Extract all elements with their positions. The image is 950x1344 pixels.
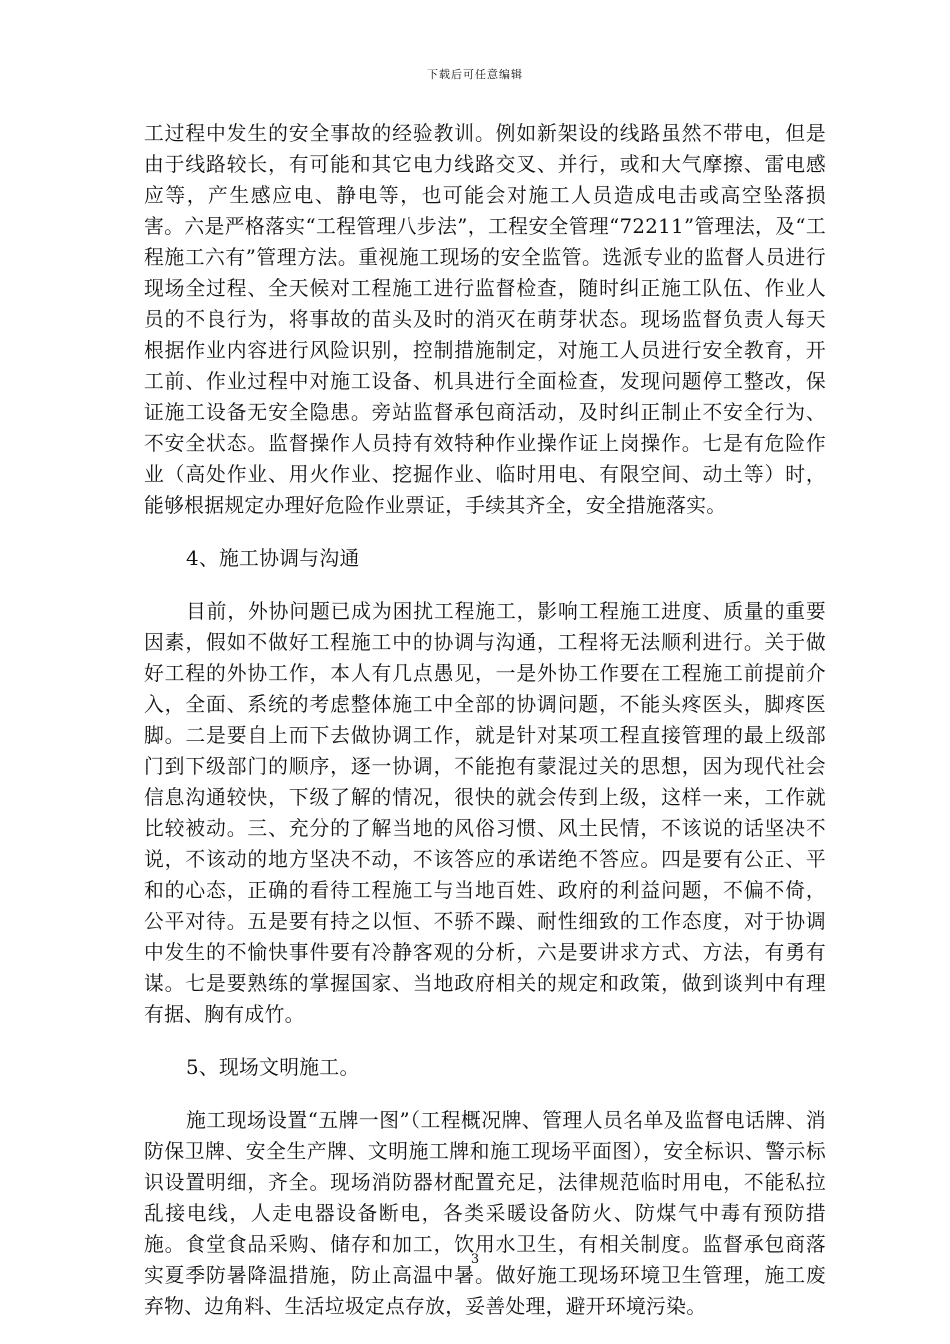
paragraph-safety-continued: 工过程中发生的安全事故的经验教训。例如新架设的线路虽然不带电，但是由于线路较长，有可能和其它电力线路交叉、并行，或和大气摩擦、雷电感应等，产生感应电、静电等，也可能会对施工人员造成电击或高空坠落损害。六是严格落实“工程管理八步法”，工程安全管理“72211”管理法，及“工程施工六有”管理方法。重视施工现场的安全监管。选派专业的监督人员进行现场全过程、全天候对工程施工进行监督检查，随时纠正施工队伍、作业人员的不良行为，将事故的苗头及时的消灭在萌芽状态。现场监督负责人每天根据作业内容进行风险识别，控制措施制定，对施工人员进行安全教育，开工前、作业过程中对施工设备、机具进行全面检查，发现问题停工整改，保证施工设备无安全隐患。旁站监督承包商活动，及时纠正制止不安全行为、不安全状态。监督操作人员持有效特种作业操作证上岗操作。七是有危险作业（高处作业、用火作业、挖掘作业、临时用电、有限空间、动土等）时，能够根据规定办理好危险作业票证，手续其齐全，安全措施落实。 [144, 122, 826, 517]
section-heading-civilized-construction: 5、现场文明施工。 [186, 1056, 360, 1079]
paragraph-civilized-construction: 施工现场设置“五牌一图”（工程概况牌、管理人员名单及监督电话牌、消防保卫牌、安全生产牌、文明施工牌和施工现场平面图），安全标识、警示标识设置明细，齐全。现场消防器材配置充足，法律规范临时用电，不能私拉乱接电线，人走电器设备断电，各类采暖设备防火、防煤气中毒有预防措施。食堂食品采购、储存和加工，饮用水卫生，有相关制度。监督承包商落实夏季防暑降温措施，防止高温中暑。做好施工现场环境卫生管理，施工废弃物、边角料、生活垃圾定点存放，妥善处理，避开环境污染。 [144, 1109, 826, 1318]
section-heading-coordination: 4、施工协调与沟通 [186, 547, 360, 570]
document-body [144, 118, 826, 1322]
spacer [144, 1083, 826, 1105]
spacer [144, 521, 826, 543]
page-header: 下载后可任意编辑 [427, 68, 523, 81]
spacer [144, 574, 826, 596]
spacer [144, 1030, 826, 1052]
page-number: 3 [470, 1252, 480, 1267]
paragraph-coordination: 目前，外协问题已成为困扰工程施工，影响工程施工进度、质量的重要因素，假如不做好工程施工中的协调与沟通，工程将无法顺利进行。关于做好工程的外协工作，本人有几点愚见，一是外协工作要在工程施工前提前介入，全面、系统的考虑整体施工中全部的协调问题，不能头疼医头，脚疼医脚。二是要自上而下去做协调工作，就是针对某项工程直接管理的最上级部门到下级部门的顺序，逐一协调，不能抱有蒙混过关的思想，因为现代社会信息沟通较快，下级了解的情况，很快的就会传到上级，这样一来，工作就比较被动。三、充分的了解当地的风俗习惯、风土民情，不该说的话坚决不说，不该动的地方坚决不动，不该答应的承诺绝不答应。四是要有公正、平和的心态，正确的看待工程施工与当地百姓、政府的利益问题，不偏不倚，公平对待。五是要有持之以恒、不骄不躁、耐性细致的工作态度，对于协调中发生的不愉快事件要有冷静客观的分析，六是要讲求方式、方法，有勇有谋。七是要熟练的掌握国家、当地政府相关的规定和政策，做到谈判中有理有据、胸有成竹。 [144, 600, 826, 1026]
